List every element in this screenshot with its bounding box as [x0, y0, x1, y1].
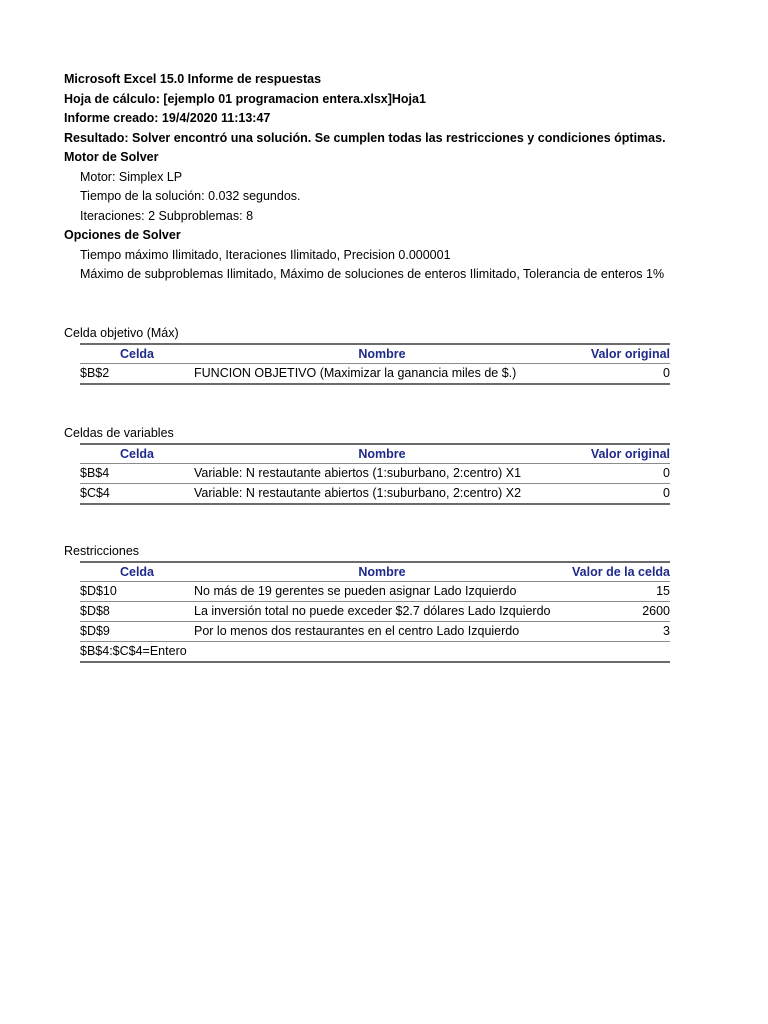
- col-header-valor: Valor original: [570, 444, 670, 464]
- objective-table: [80, 343, 670, 385]
- table-header-row: [80, 344, 670, 364]
- col-header-celda: Celda: [80, 344, 194, 364]
- objective-title: Celda objetivo (Máx): [64, 326, 179, 340]
- engine-iterations: Iteraciones: 2 Subproblemas: 8: [80, 208, 254, 223]
- constraints-title: Restricciones: [64, 544, 140, 558]
- cell-valor: [570, 642, 670, 663]
- cell-valor: 3: [570, 622, 670, 642]
- cell-celda: $C$4: [80, 484, 194, 505]
- table-header-row: [80, 562, 670, 582]
- cell-nombre: Variable: N restautante abiertos (1:suburbano, 2:centro) X1: [194, 464, 570, 484]
- created-line: Informe creado: 19/4/2020 11:13:47: [64, 111, 271, 125]
- options-line-2: Máximo de subproblemas Ilimitado, Máximo de soluciones de enteros Ilimitado, Tolerancia de enteros 1%: [80, 267, 665, 281]
- variables-section: [64, 424, 670, 505]
- cell-celda: $D$9: [80, 622, 194, 642]
- col-header-celda: Celda: [80, 562, 194, 582]
- objective-section: [64, 324, 670, 385]
- engine-title: Motor de Solver: [64, 150, 159, 164]
- cell-celda: $D$10: [80, 582, 194, 602]
- worksheet-line: Hoja de cálculo: [ejemplo 01 programacion entera.xlsx]Hoja1: [64, 91, 426, 106]
- cell-celda: $D$8: [80, 602, 194, 622]
- col-header-valor: Valor de la celda: [570, 562, 670, 582]
- cell-nombre: Por lo menos dos restaurantes en el centro Lado Izquierdo: [194, 622, 570, 642]
- options-title: Opciones de Solver: [64, 228, 181, 242]
- table-row: [80, 484, 670, 505]
- constraints-table: [80, 561, 670, 663]
- cell-nombre: Variable: N restautante abiertos (1:suburbano, 2:centro) X2: [194, 484, 570, 505]
- cell-nombre: FUNCION OBJETIVO (Maximizar la ganancia miles de $.): [194, 364, 570, 385]
- engine-time: Tiempo de la solución: 0.032 segundos.: [80, 189, 301, 203]
- cell-valor: 15: [570, 582, 670, 602]
- cell-valor: 2600: [570, 602, 670, 622]
- cell-nombre: No más de 19 gerentes se pueden asignar Lado Izquierdo: [194, 582, 570, 602]
- table-row: [80, 642, 670, 663]
- report-title: Microsoft Excel 15.0 Informe de respuestas: [64, 72, 322, 86]
- result-line: Resultado: Solver encontró una solución. Se cumplen todas las restricciones y condiciones óptimas.: [64, 130, 666, 145]
- options-line-1: Tiempo máximo Ilimitado, Iteraciones Ilimitado, Precision 0.000001: [80, 247, 451, 262]
- col-header-nombre: Nombre: [194, 344, 570, 364]
- cell-valor: 0: [570, 484, 670, 505]
- cell-celda: $B$4: [80, 464, 194, 484]
- engine-motor: Motor: Simplex LP: [80, 169, 183, 184]
- table-header-row: [80, 444, 670, 464]
- cell-valor: 0: [570, 464, 670, 484]
- cell-celda: $B$2: [80, 364, 194, 385]
- cell-celda-integer: $B$4:$C$4=Entero: [80, 642, 570, 663]
- table-row: [80, 602, 670, 622]
- report-header: [64, 70, 764, 285]
- variables-title: Celdas de variables: [64, 426, 174, 440]
- variables-table: [80, 443, 670, 505]
- cell-valor: 0: [570, 364, 670, 385]
- table-row: [80, 464, 670, 484]
- cell-nombre: La inversión total no puede exceder $2.7 dólares Lado Izquierdo: [194, 602, 570, 622]
- table-row: [80, 582, 670, 602]
- table-row: [80, 622, 670, 642]
- col-header-valor: Valor original: [570, 344, 670, 364]
- constraints-section: [64, 542, 670, 663]
- col-header-nombre: Nombre: [194, 444, 570, 464]
- col-header-celda: Celda: [80, 444, 194, 464]
- table-row: [80, 364, 670, 385]
- col-header-nombre: Nombre: [194, 562, 570, 582]
